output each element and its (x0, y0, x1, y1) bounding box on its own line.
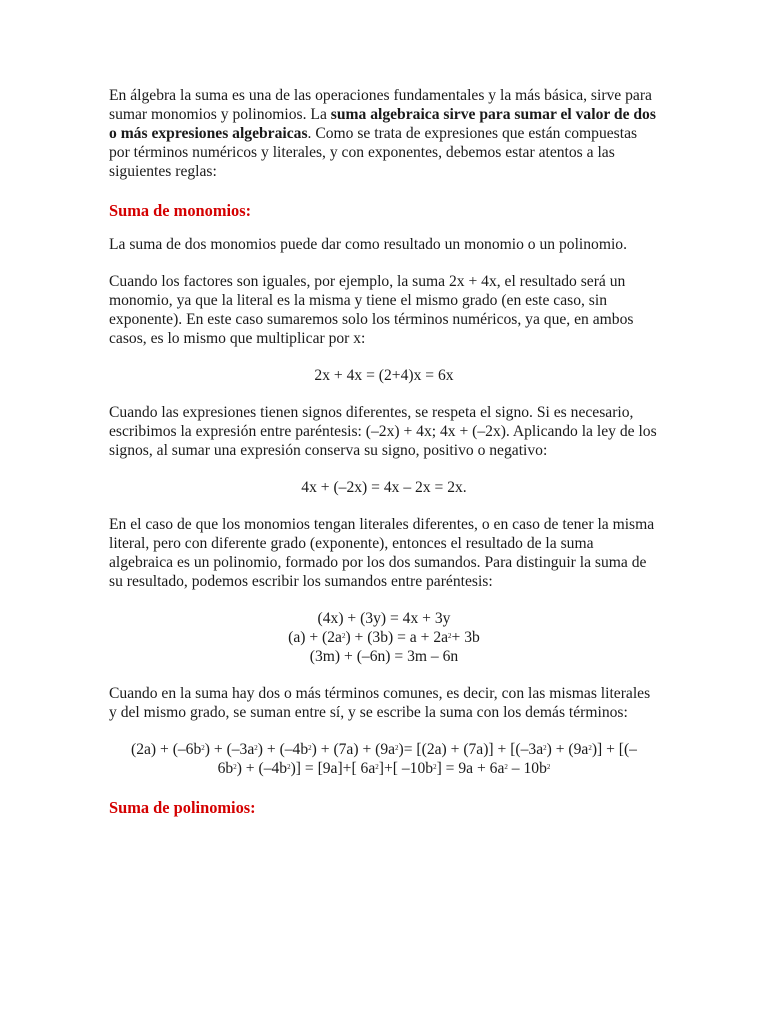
intro-bold-text: suma algebraica sirve para sumar el valor de dos o más expresiones algebraicas (109, 106, 656, 142)
paragraph-monomios-intro: La suma de dos monomios puede dar como resultado un monomio o un polinomio. (109, 236, 627, 253)
section-heading-monomios: Suma de monomios: (109, 201, 252, 220)
paragraph-terminos-comunes: Cuando en la suma hay dos o más términos comunes, es decir, con las mismas literales y del mismo grado, se suman entre sí, y se escribe la suma con los demás términos: (109, 685, 651, 721)
document-body (109, 86, 659, 818)
paragraph-signos: Cuando las expresiones tienen signos diferentes, se respeta el signo. Si es necesario, escribimos la expresión entre paréntesis: (–2x) + 4x; 4x + (–2x). Aplicando la ley de los signos, al sumar una expresión conserva su signo, positivo o negativo: (109, 404, 657, 459)
equation-1: 2x + 4x = (2+4)x = 6x (314, 367, 454, 384)
equation-2: 4x + (–2x) = 4x – 2x = 2x. (301, 479, 467, 496)
intro-text: En álgebra la suma es una de las operaciones fundamentales y la más básica, sirve para sumar monomios y polinomios. La (109, 87, 652, 123)
intro-text-end: . Como se trata de expresiones que están compuestas por términos numéricos y literales, y con exponentes, debemos estar atentos a las siguientes reglas: (109, 125, 638, 180)
equation-3a: (4x) + (3y) = 4x + 3y (317, 610, 451, 627)
equation-3c: (3m) + (–6n) = 3m – 6n (309, 648, 459, 665)
paragraph-literales-diferentes: En el caso de que los monomios tengan literales diferentes, o en caso de tener la misma literal, pero con diferente grado (exponente), entonces el resultado de la suma algebraica es un polinomio, formado por los dos sumandos. Para distinguir la suma de su resultado, podemos escribir los sumandos entre paréntesis: (109, 516, 655, 590)
paragraph-factores-iguales: Cuando los factores son iguales, por ejemplo, la suma 2x + 4x, el resultado será un monomio, ya que la literal es la misma y tiene el mismo grado (en este caso, sin exponente). En este caso sumaremos solo los términos numéricos, ya que, en ambos casos, es lo mismo que multiplicar por x: (109, 273, 634, 347)
equation-4: $(2a) + (-6b^2) + (-3a^2) + (-4b^2) + (7a) + (9a^2)= [(2a) + (7a)] + [(-3a^2) + (9a^2)]$ + [(– $6b^2) + (-4b^2)] = [9a]+$[ $6a^2]+$[ $-10b^2] = 9a + 6a^2 - 10b^2$ (131, 741, 637, 777)
intro-paragraph (109, 86, 659, 181)
section-heading-polinomios: Suma de polinomios: (109, 798, 256, 817)
equation-3b: $(a) + (2a^2) + (3b) = a + 2a^2+ 3b$ (288, 629, 480, 646)
